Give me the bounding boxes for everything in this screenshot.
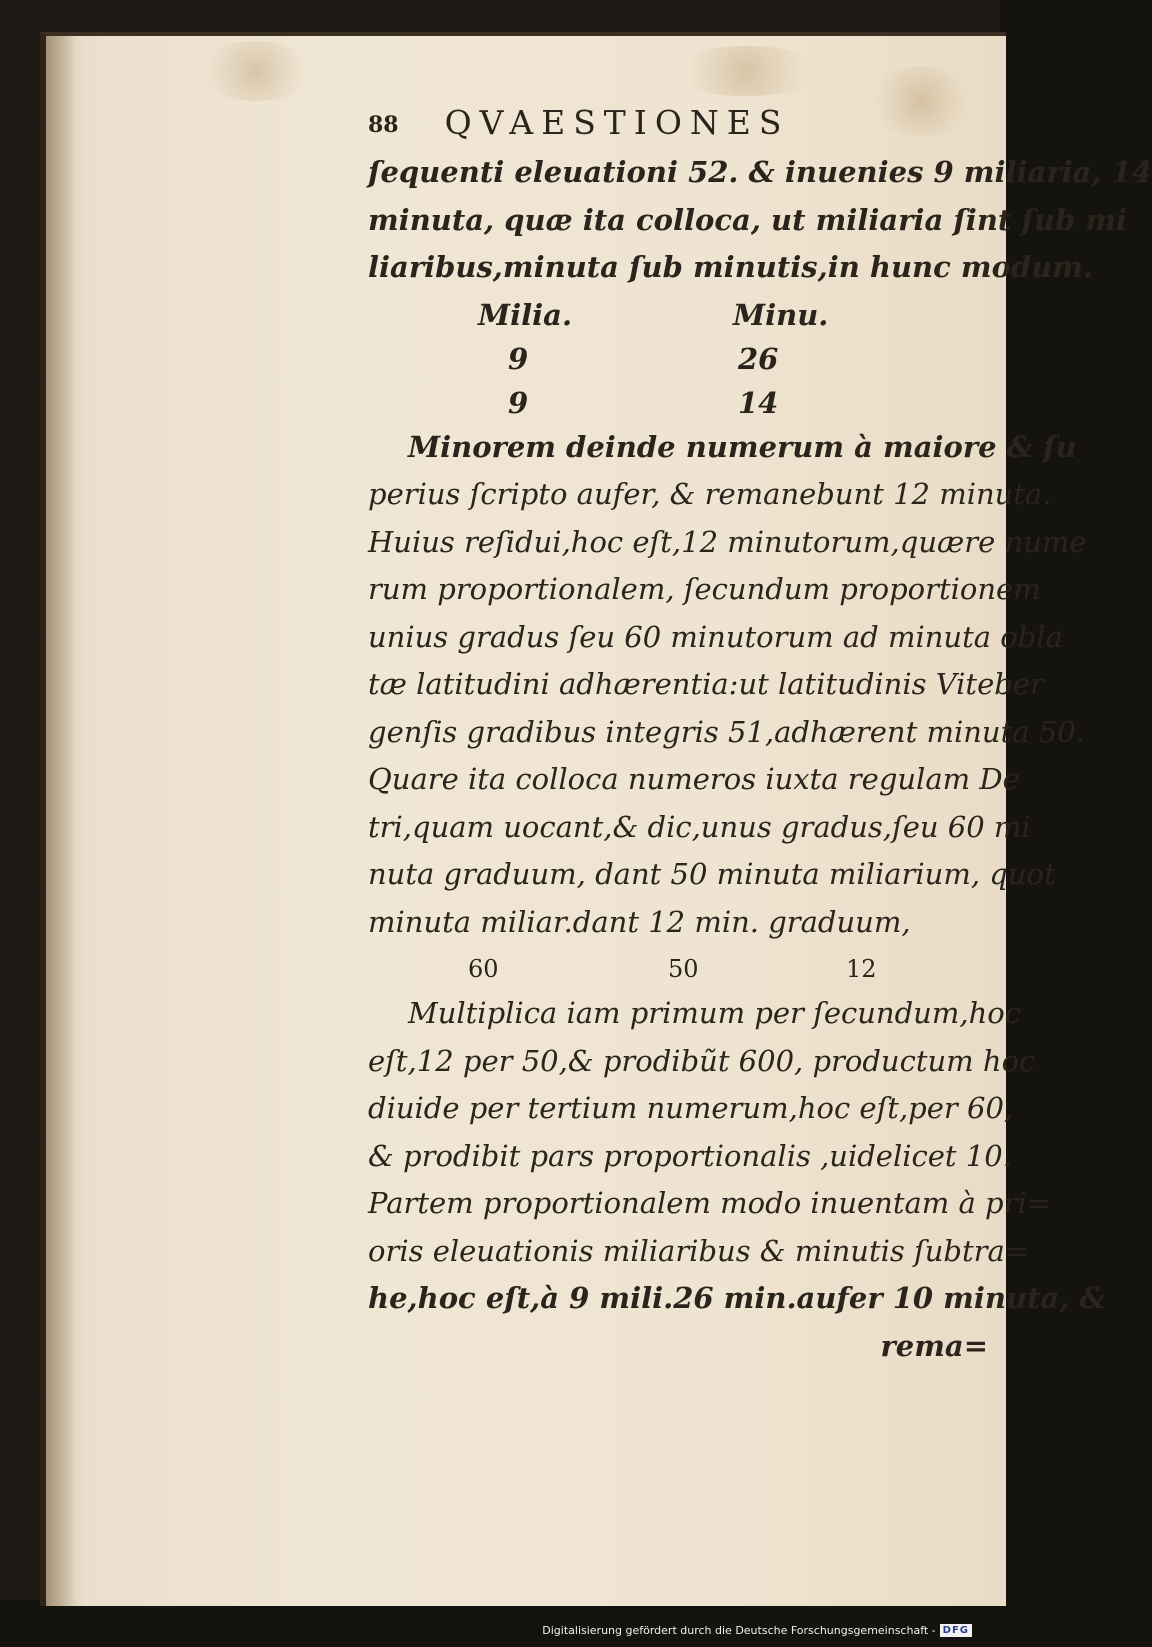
text-line: Partem proportionalem modo inuentam à pri= [368, 1186, 1052, 1220]
rule-of-three-number: 12 [846, 955, 877, 983]
dfg-logo: DFG [940, 1624, 972, 1637]
text-line: minuta, quæ ita colloca, ut miliaria ſint ſub mi [368, 202, 1128, 237]
text-line: & prodibit pars proportionalis ,uidelicet 10. [368, 1138, 1012, 1173]
text-line: minuta miliar.dant 12 min. graduum, [368, 904, 911, 939]
table-row [368, 336, 988, 380]
table-header-milia: Milia. [478, 297, 573, 332]
table-cell: 9 [508, 385, 529, 420]
text-line: Quare ita colloca numeros iuxta regulam De [368, 762, 1020, 796]
page-text [368, 97, 1152, 1370]
rule-of-three-number: 60 [468, 955, 499, 983]
text-line: eſt,12 per 50,& prodibũt 600, productum hoc [368, 1043, 1036, 1078]
text-line: tri,quam uocant,& dic,unus gradus,ſeu 60 mi [368, 809, 1031, 844]
catchword: rema= [880, 1328, 988, 1363]
digitization-credit [542, 1624, 972, 1637]
text-line: liaribus,minuta ſub minutis,in hunc modum. [368, 250, 1094, 284]
credit-text: Digitalisierung gefördert durch die Deutsche Forschungsgemeinschaft - [542, 1624, 936, 1637]
page-header [368, 97, 988, 149]
text-line: genſis gradibus integris 51,adhærent minuta 50. [368, 714, 1085, 749]
text-line: oris eleuationis miliaribus & minutis ſubtra= [368, 1233, 1030, 1268]
rule-of-three-row [368, 946, 988, 990]
rule-of-three-number: 50 [668, 955, 699, 983]
text-line: he,hoc eſt,à 9 mili.26 min.aufer 10 minuta, & [368, 1281, 1106, 1315]
table-header-row [368, 292, 988, 336]
text-line: tæ latitudini adhærentia:ut latitudinis Viteber [368, 667, 1044, 701]
text-line: unius gradus ſeu 60 minutorum ad minuta obla [368, 619, 1063, 654]
running-title: QVAESTIONES [444, 103, 790, 142]
table-row [368, 380, 988, 424]
table-cell: 9 [508, 341, 529, 376]
text-line: Minorem deinde numerum à maiore & ſu [408, 429, 1077, 464]
text-line: perius ſcripto aufer, & remanebunt 12 minuta. [368, 477, 1052, 511]
table-cell: 14 [738, 385, 779, 420]
paper-stain [666, 46, 826, 96]
table-header-minuta: Minu. [733, 297, 829, 332]
text-line: Huius reſidui,hoc eſt,12 minutorum,quære nume [368, 524, 1087, 559]
paper-stain [196, 41, 316, 101]
page-number: 88 [368, 112, 399, 138]
text-line: ſequenti eleuationi 52. & inuenies 9 miliaria, 14 [368, 155, 1152, 189]
text-line: Multiplica iam primum per ſecundum,hoc [408, 996, 1021, 1030]
text-line: rum proportionalem, ſecundum proportionem [368, 572, 1041, 606]
text-line: diuide per tertium numerum,hoc eſt,per 60, [368, 1091, 1014, 1125]
table-cell: 26 [738, 341, 779, 376]
text-line: nuta graduum, dant 50 minuta miliarium, quot [368, 857, 1056, 891]
